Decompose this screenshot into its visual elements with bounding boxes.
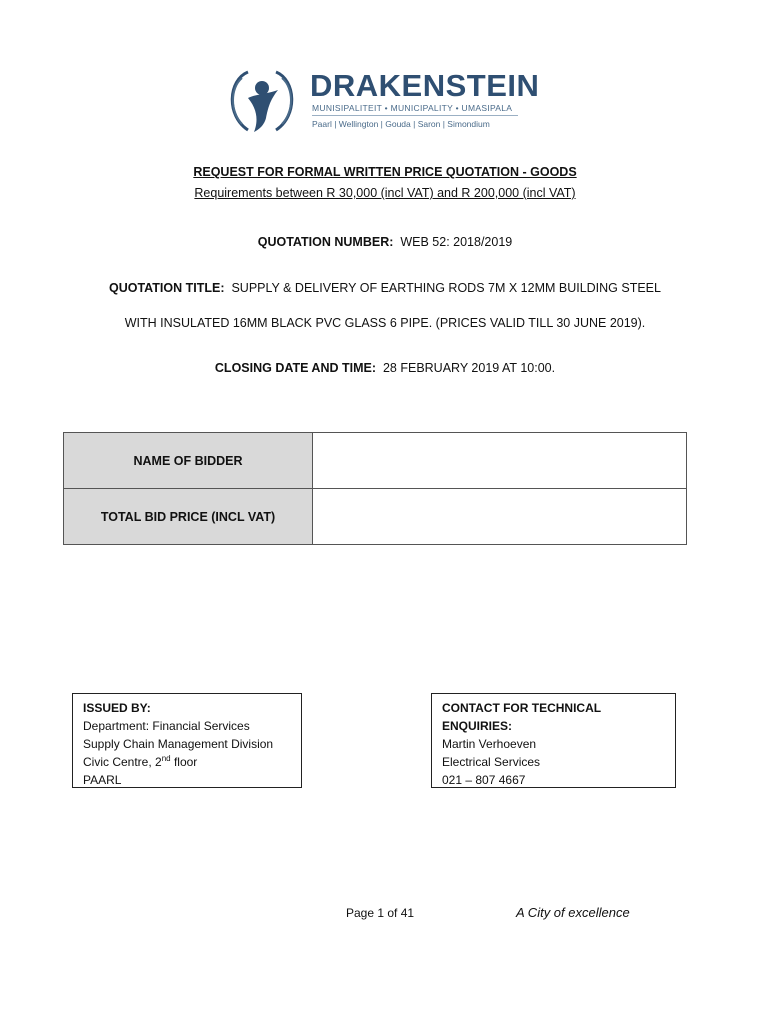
requirements-line: Requirements between R 30,000 (incl VAT) and R 200,000 (incl VAT): [194, 186, 576, 200]
quotation-title: [0, 281, 770, 295]
municipality-emblem-icon: [222, 64, 302, 136]
issued-by-department: Department: Financial Services: [83, 719, 250, 733]
issued-by-heading: ISSUED BY:: [83, 701, 151, 715]
location-suffix: floor: [170, 755, 198, 769]
issued-by-division: Supply Chain Management Division: [83, 737, 274, 751]
location-prefix: Civic Centre, 2: [83, 755, 162, 769]
quotation-number: [0, 235, 770, 249]
issued-by-location: [83, 753, 291, 771]
contact-heading: CONTACT FOR TECHNICAL ENQUIRIES:: [442, 701, 601, 733]
footer-motto: A City of excellence: [516, 905, 630, 920]
issued-by-box: [72, 693, 302, 788]
contact-department: Electrical Services: [442, 755, 541, 769]
quotation-title-label: QUOTATION TITLE:: [109, 281, 225, 295]
page-number: Page 1 of 41: [346, 906, 415, 920]
contact-name: Martin Verhoeven: [442, 737, 537, 751]
total-bid-price-field[interactable]: [313, 489, 687, 545]
location-superscript: nd: [161, 754, 171, 763]
brand-subtitle: MUNISIPALITEIT • MUNICIPALITY • UMASIPALA: [312, 103, 513, 113]
closing-date: [0, 361, 770, 375]
bidder-name-field[interactable]: [313, 433, 687, 489]
bid-table: [63, 432, 687, 545]
brand-name: DRAKENSTEIN: [310, 68, 540, 103]
bidder-name-label: NAME OF BIDDER: [64, 433, 313, 489]
drakenstein-logo: [222, 64, 540, 136]
quotation-number-value: WEB 52: 2018/2019: [400, 235, 513, 249]
quotation-title-continued: WITH INSULATED 16MM BLACK PVC GLASS 6 PIPE. (PRICES VALID TILL 30 JUNE 2019).: [124, 316, 646, 330]
table-row: [64, 489, 687, 545]
brand-towns: Paarl | Wellington | Gouda | Saron | Simondium: [312, 119, 490, 129]
issued-by-city: PAARL: [83, 773, 122, 787]
total-bid-price-label: TOTAL BID PRICE (INCL VAT): [64, 489, 313, 545]
contact-phone: 021 – 807 4667: [442, 773, 526, 787]
brand-divider: [312, 115, 518, 116]
quotation-title-value: SUPPLY & DELIVERY OF EARTHING RODS 7M X 12MM BUILDING STEEL: [231, 281, 661, 295]
table-row: [64, 433, 687, 489]
document-title: REQUEST FOR FORMAL WRITTEN PRICE QUOTATION - GOODS: [193, 165, 577, 179]
closing-date-value: 28 FEBRUARY 2019 AT 10:00.: [382, 361, 556, 375]
quotation-number-label: QUOTATION NUMBER:: [257, 235, 394, 249]
technical-contact-box: [431, 693, 676, 788]
closing-date-label: CLOSING DATE AND TIME:: [214, 361, 377, 375]
